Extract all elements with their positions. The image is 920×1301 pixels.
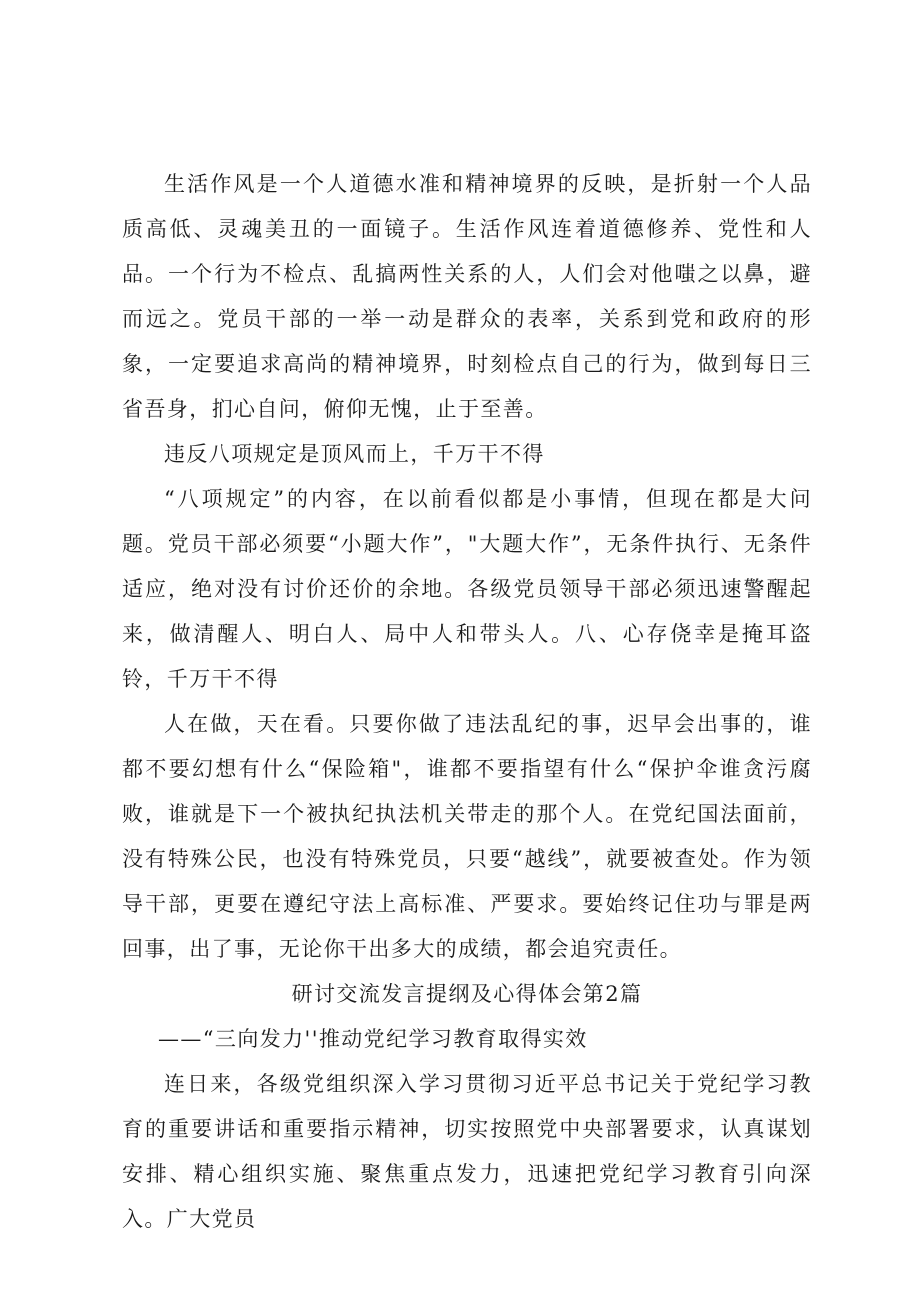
- paragraph-section-title-eight-rules: 违反八项规定是顶风而上，千万干不得: [164, 442, 545, 466]
- paragraph-intro: 连日来，各级党组织深入学习贯彻习近平总书记关于党纪学习教育的重要讲话和重要指示精神，切实按照党中央部署要求，认真谋划安排、精心组织实施、聚焦重点发力，迅速把党纪学习教育引向深入。广大党员: [122, 1072, 812, 1231]
- paragraph-accountability: 人在做，天在看。只要你做了违法乱纪的事，迟早会出事的，谁都不要幻想有什么“保险箱"，谁都不要指望有什么“保护伞谁贪污腐败，谁就是下一个被执纪执法机关带走的那个人。在党纪国法面前，没有特殊公民，也没有特殊党员，只要“越线”，就要被查处。作为领导干部，更要在遵纪守法上高标准、严要求。要始终记住功与罪是两回事，出了事，无论你干出多大的成绩，都会追究责任。: [122, 712, 812, 961]
- paragraph-eight-rules: “八项规定”的内容，在以前看似都是小事情，但现在都是大问题。党员干部必须要“小题大作”，"大题大作”，无条件执行、无条件适应，绝对没有讨价还价的余地。各级党员领导干部必须迅速警醒起来，做清醒人、明白人、局中人和带头人。八、心存侥幸是掩耳盗铃，千万干不得: [122, 487, 812, 691]
- article-subheading: ——“三向发力''推动党纪学习教育取得实效: [158, 1027, 588, 1051]
- document-body: [122, 162, 812, 1242]
- paragraph-lifestyle: 生活作风是一个人道德水准和精神境界的反映，是折射一个人品质高低、灵魂美丑的一面镜子。生活作风连着道德修养、党性和人品。一个行为不检点、乱搞两性关系的人，人们会对他嗤之以鼻，避而远之。党员干部的一举一动是群众的表率，关系到党和政府的形象，一定要追求高尚的精神境界，时刻检点自己的行为，做到每日三省吾身，扪心自问，俯仰无愧，止于至善。: [122, 172, 812, 421]
- article-heading: 研讨交流发言提纲及心得体会第2篇: [291, 982, 643, 1006]
